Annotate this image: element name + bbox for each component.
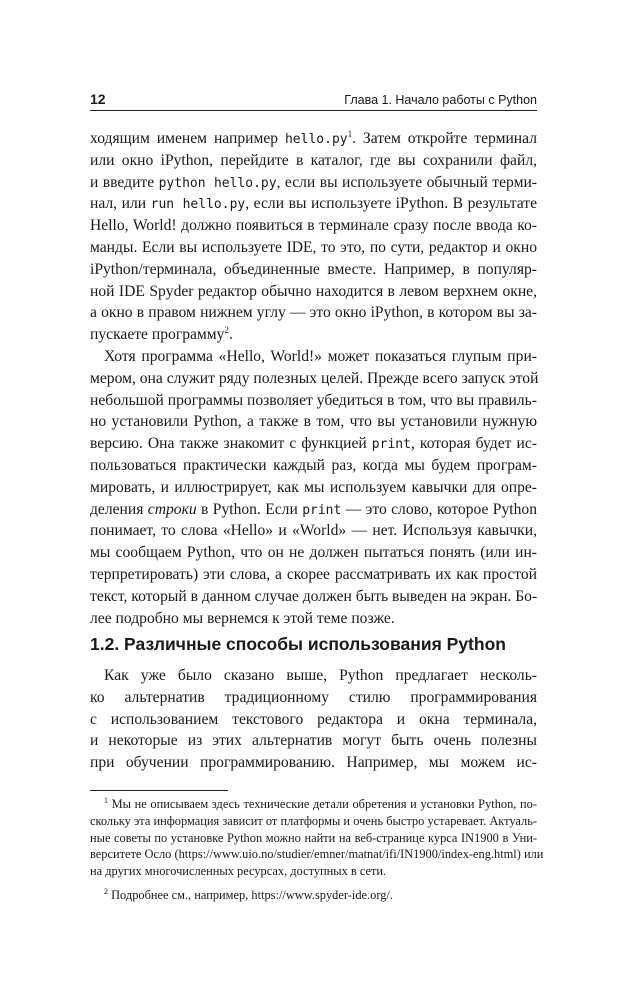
- page-number: 12: [90, 91, 106, 107]
- text-line: или окно iPython, перейдите в каталог, где вы сохранили файл,: [90, 151, 537, 169]
- footnote-number: 1: [104, 796, 108, 805]
- footnote-ref: 2: [224, 325, 229, 336]
- footnote-2: [90, 887, 537, 904]
- text-line: Hello, World! должно появиться в терминале сразу после ввода ко-: [90, 217, 537, 235]
- body-text: [90, 128, 537, 629]
- footnote-rule: [90, 790, 228, 791]
- text-line: деления строки в Python. Если print — это слово, которое Python: [90, 500, 537, 518]
- footnote-line: $^2$ Подробнее см., например, https://www.spyder-ide.org/.: [104, 886, 393, 902]
- footnote-ref: 1: [347, 129, 353, 139]
- text-line: версию. Она также знакомит с функцией print, которая будет ис-: [90, 435, 537, 453]
- text-line: текст, который в данном случае должен быть выведен на экран. Бо-: [90, 587, 538, 605]
- paragraph-3: [90, 665, 537, 774]
- footnote-line: верситете Осло (https://www.uio.no/studier/emner/matnat/ifi/IN1900/index-eng.html) или: [90, 847, 544, 862]
- footnote-line: на других многочисленных ресурсах, доступных в сети.: [90, 864, 387, 879]
- text-line: Хотя программа «Hello, World!» может показаться глупым при-: [104, 347, 537, 365]
- text-line: ной IDE Spyder редактор обычно находится в левом верхнем окне,: [90, 282, 537, 300]
- running-header: [90, 91, 537, 107]
- footnote-number: 2: [104, 886, 108, 896]
- text-line: и некоторые из этих альтернатив могут быть очень полезны: [90, 732, 537, 750]
- text-line: понимает, то слова «Hello» и «World» — нет. Используя кавычки,: [90, 522, 537, 540]
- text-line: терпретировать) эти слова, а скорее рассматривать их как простой: [90, 565, 537, 583]
- text-line: пускаете программу$^2$.: [90, 325, 233, 344]
- text-line: нал, или run hello.py, если вы используете iPython. В результате: [90, 195, 538, 213]
- paragraph-1: [90, 128, 537, 346]
- footnote-1: [90, 796, 544, 880]
- text-line: с использованием текстового редактора и окна терминала,: [90, 710, 537, 728]
- paragraph-2: [90, 346, 537, 629]
- text-line: и введите python hello.py, если вы используете обычный терми-: [90, 173, 537, 191]
- text-line: Как уже было сказано выше, Python предлагает несколь-: [104, 667, 537, 684]
- text-line: при обучении программированию. Например, мы можем ис-: [90, 754, 537, 772]
- text-line: манды. Если вы используете IDE, то это, по сути, редактор и окно: [90, 238, 537, 256]
- header-rule: [90, 110, 537, 111]
- footnote-line: скольку эта информация зависит от платформы и очень быстро устаревает. Актуаль-: [90, 813, 537, 828]
- text-line: пользоваться практически каждый раз, когда мы будем програм-: [90, 456, 537, 474]
- chapter-title: Глава 1. Начало работы с Python: [344, 93, 537, 107]
- text-line: ко альтернатив традиционному стилю программирования: [90, 688, 537, 706]
- text-line: iPython/терминала, объединенные вместе. Например, в популяр-: [90, 260, 537, 278]
- text-line: а окно в правом нижнем углу — это окно iPython, в котором вы за-: [90, 304, 537, 322]
- footnote-line: $^1$ Мы не описываем здесь технические детали обретения и установки Python, по-: [104, 796, 537, 811]
- text-line: но установили Python, а также в том, что вы установили нужную: [90, 413, 537, 431]
- text-line: ходящим именем например $hello.py^1$. Затем откройте терминал: [90, 129, 537, 147]
- section-heading: 1.2. Различные способы использования Python: [90, 634, 506, 654]
- text-line: лее подробно мы вернемся к этой теме позже.: [90, 609, 395, 627]
- footnotes: [90, 796, 544, 904]
- text-line: мировать, и иллюстрирует, как мы используем кавычки для опре-: [90, 478, 537, 496]
- text-line: мером, она служит ряду полезных целей. Прежде всего запуск этой: [90, 369, 539, 387]
- text-line: мы сообщаем Python, что он не должен пытаться понять (или ин-: [90, 544, 537, 562]
- footnote-line: ные советы по установке Python можно найти на веб-странице курса IN1900 в Уни-: [90, 830, 537, 845]
- text-line: небольшой программы позволяет убедиться в том, что вы правиль-: [90, 391, 537, 409]
